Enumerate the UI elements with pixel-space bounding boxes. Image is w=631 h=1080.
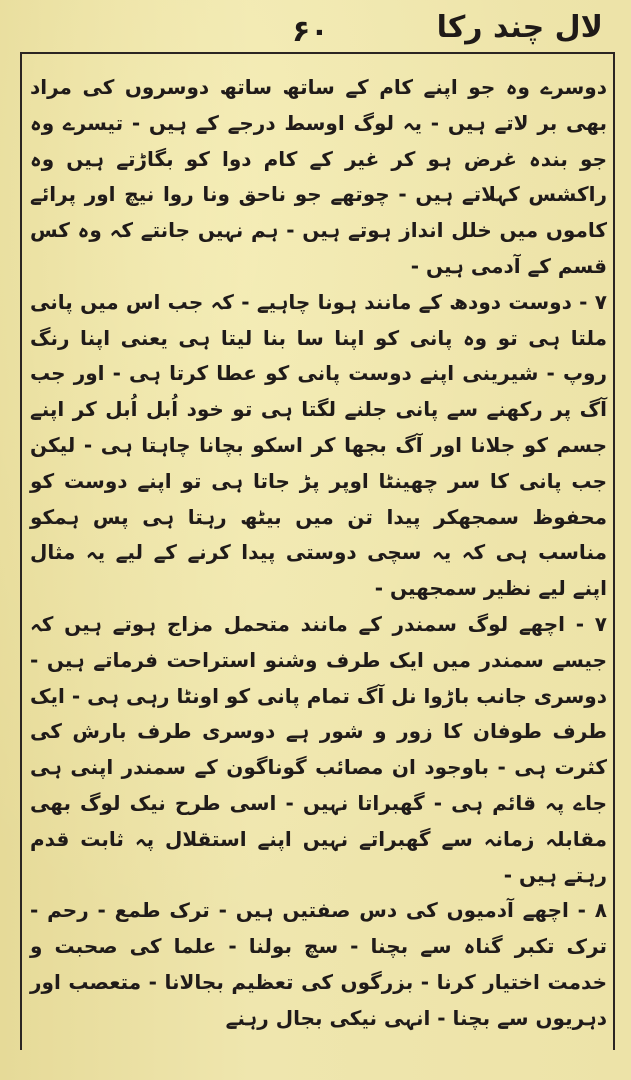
paragraph-ten-qualities: ۸ - اچھے آدمیوں کی دس صفتیں ہیں - ترک طمع - رحم - ترک تکبر گناہ سے بچنا - سچ بولنا - علما کی صحبت و خدمت اختیار کرنا - بزرگوں کی تعظیم بجالانا - متعصب اور دہریوں سے بچنا - انہی نیکی بجال رہنے bbox=[30, 898, 607, 1030]
left-margin-rule bbox=[20, 52, 22, 1050]
paragraph-ocean: ۷ - اچھے لوگ سمندر کے مانند متحمل مزاج ہوتے ہیں کہ جیسے سمندر میں ایک طرف وشنو استراحت فرماتے ہیں - دوسری جانب باڑوا نل آگ تمام پانی کو اونٹا رہی ہی - ایک طرف طوفان کا زور و شور ہے دوسری طرف بارش کی کثرت ہی - باوجود ان مصائب گوناگون کے سمندر اپنی ہی جاے پہ قائم ہی - گھبراتا نہیں - اسی طرح نیک لوگ بھی مقابلہ زمانہ سے گھبراتے نہیں اپنے استقلال پہ ثابت قدم رہتے ہیں - bbox=[30, 611, 607, 887]
paragraph-continuation: دوسرے وہ جو اپنے کام کے ساتھ ساتھ دوسروں کی مراد بھی بر لاتے ہیں - یہ لوگ اوسط درجے کے ہیں - تیسرے وہ جو بندہ غرض ہو کر غیر کے کام دوا کو بگاڑتے ہیں وہ راکشس کہلاتے ہیں - چوتھے جو ناحق ونا روا نیچ اور پرائے کاموں میں خلل انداز ہوتے ہیں - ہم نہیں جانتے کہ وہ کس قسم کے آدمی ہیں - bbox=[30, 75, 607, 278]
running-title: لال چند رکا bbox=[436, 10, 603, 45]
page-number: ۶۰ bbox=[292, 14, 329, 49]
right-margin-rule bbox=[613, 52, 615, 1050]
paragraph-friendship: ۷ - دوست دودھ کے مانند ہونا چاہیے - کہ جب اس میں پانی ملتا ہی تو وہ پانی کو اپنا سا بنا لیتا ہی یعنی اپنا رنگ روپ - شیرینی اپنے دوست پانی کو عطا کرتا ہی - اور جب آگ پر رکھنے سے پانی جلنے لگتا ہی تو خود اُبل اُبل کر اپنے جسم کو جلانا اور آگ بجھا کر اسکو بچانا چاہتا ہی - لیکن جب پانی کا سر چھینٹا اوپر پڑ جاتا ہی تو اپنے دوست کو محفوظ سمجھکر پیدا تن میں بیٹھ رہتا ہی پس ہمکو مناسب ہی کہ یہ سچی دوستی پیدا کرنے کے لیے یہ مثال اپنے لیے نظیر سمجھیں - bbox=[30, 289, 607, 601]
header-rule bbox=[22, 52, 613, 54]
page-body bbox=[30, 70, 607, 1037]
